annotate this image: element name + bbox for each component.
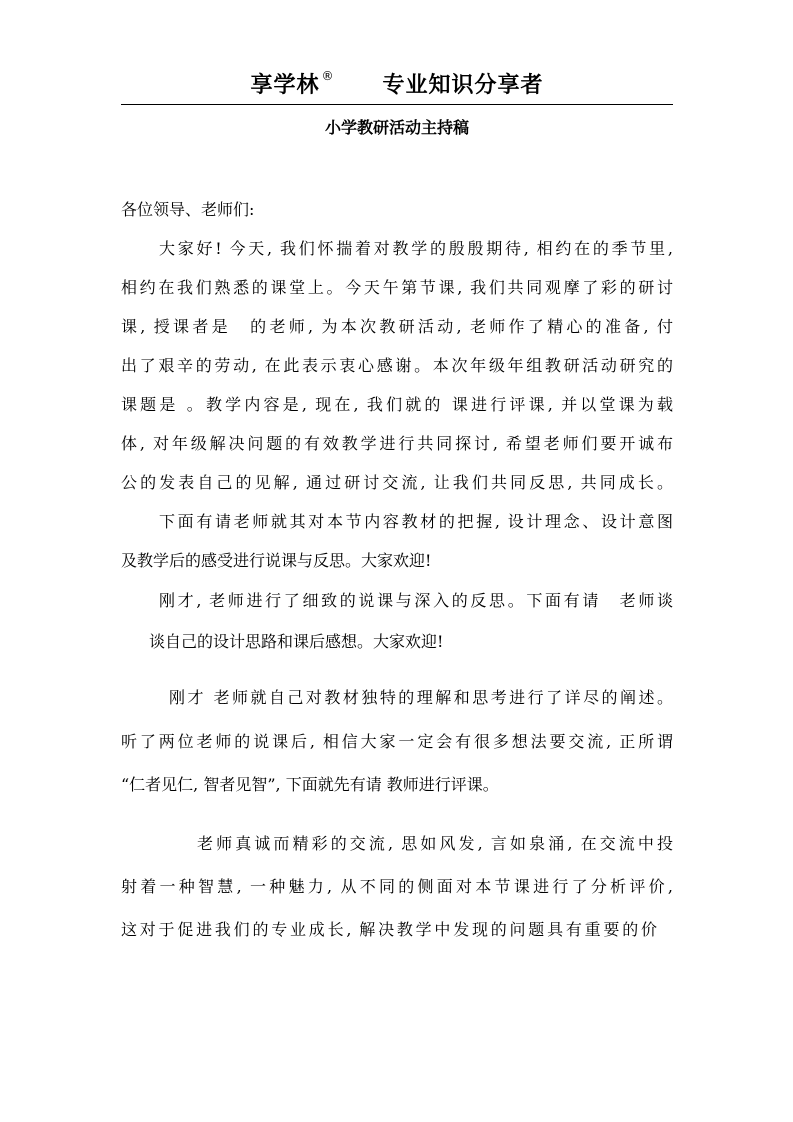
body-line: 老师真诚而精彩的交流, 思如风发, 言如泉涌, 在交流中投 — [197, 834, 673, 853]
brand-slogan: 专业知识分享者 — [382, 73, 544, 98]
body-line: 这对于促进我们的专业成长, 解决教学中发现的问题具有重要的价 — [121, 920, 657, 939]
body-line: 相约在我们熟悉的课堂上。今天午第节课, 我们共同观摩了彩的研讨 — [121, 278, 673, 297]
header-rule — [121, 104, 673, 105]
registered-mark: ® — [321, 69, 335, 83]
document-title: 小学教研活动主持稿 — [324, 118, 469, 137]
brand-name: 享学林 — [250, 73, 320, 98]
body-line: 射着一种智慧, 一种魅力, 从不同的侧面对本节课进行了分析评价, — [121, 877, 673, 896]
page-header — [121, 60, 673, 106]
body-line: 下面有请老师就其对本节内容教材的把握, 设计理念、设计意图 — [159, 512, 673, 531]
body-line: 大家好! 今天, 我们怀揣着对教学的殷殷期待, 相约在的季节里, — [159, 239, 673, 258]
body-line: 谈自己的设计思路和课后感想。大家欢迎! — [149, 632, 444, 651]
body-line: 刚才 老师就自己对教材独特的理解和思考进行了详尽的阐述。 — [169, 688, 673, 707]
body-line: “仁者见仁, 智者见智”, 下面就先有请 教师进行评课。 — [121, 775, 499, 794]
body-line: 刚才, 老师进行了细致的说课与深入的反思。下面有请 老师谈 — [159, 591, 673, 610]
body-line: 课题是 。教学内容是, 现在, 我们就的 课进行评课, 并以堂课为载 — [121, 395, 673, 414]
body-line: 出了艰辛的劳动, 在此表示衷心感谢。本次年级年组教研活动研究的 — [121, 356, 673, 375]
body-line: 及教学后的感受进行说课与反思。大家欢迎! — [121, 551, 432, 570]
salutation-line: 各位领导、老师们: — [121, 200, 255, 219]
body-line: 课, 授课者是 的老师, 为本次教研活动, 老师作了精心的准备, 付 — [121, 317, 673, 336]
body-line: 听了两位老师的说课后, 相信大家一定会有很多想法要交流, 正所谓 — [121, 732, 673, 751]
body-line: 公的发表自己的见解, 通过研讨交流, 让我们共同反思, 共同成长。 — [121, 473, 673, 492]
header-text — [121, 71, 673, 103]
body-line: 体, 对年级解决问题的有效教学进行共同探讨, 希望老师们要开诚布 — [121, 434, 673, 453]
